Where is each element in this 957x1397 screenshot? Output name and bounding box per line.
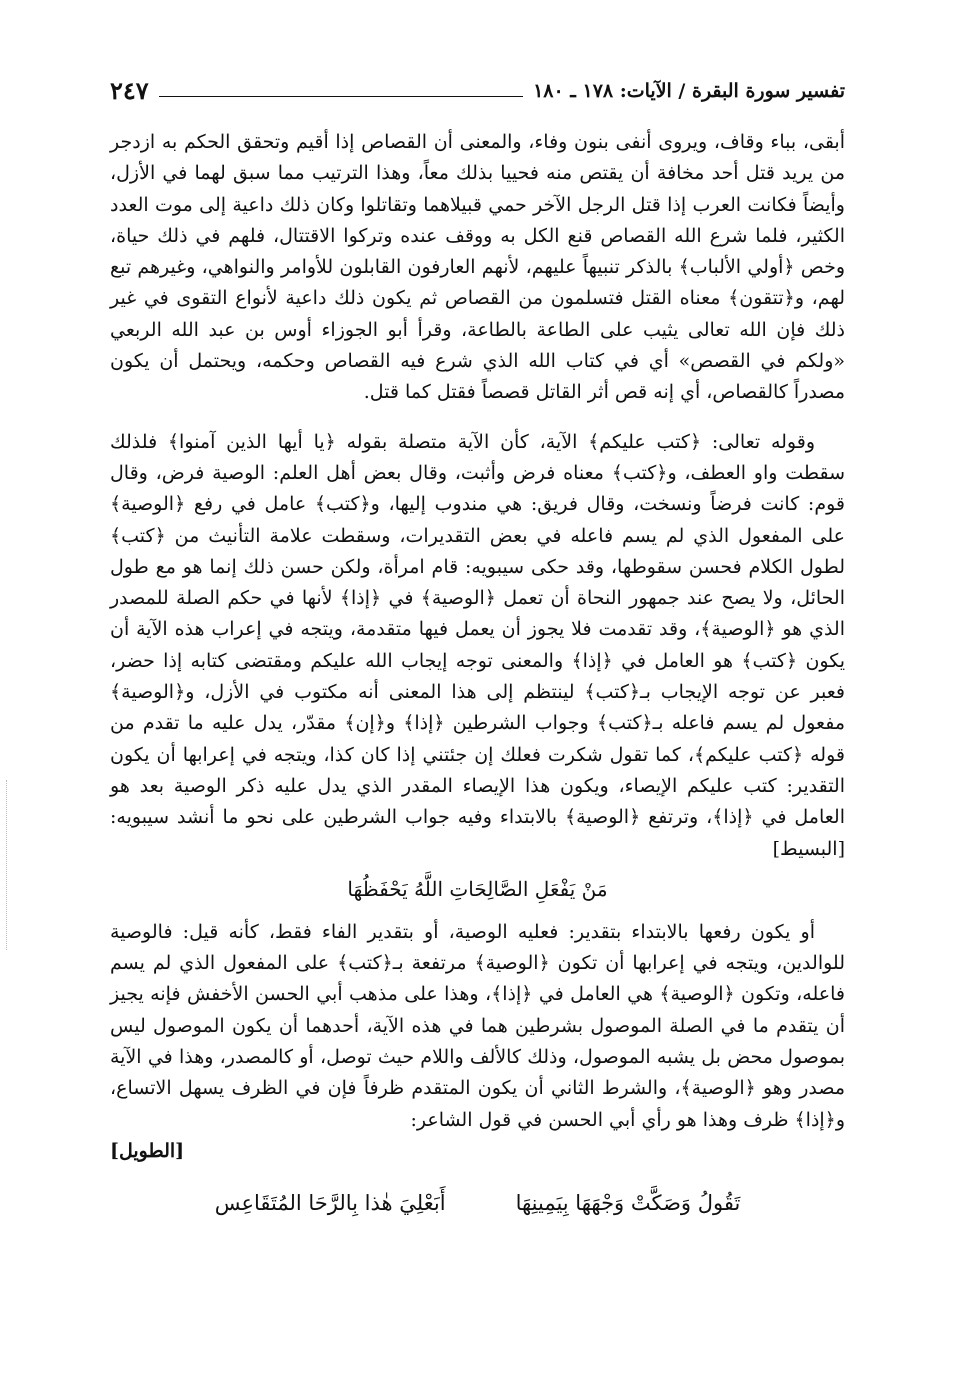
- verse-line: مَنْ يَفْعَلِ الصَّالِحَاتِ اللَّهُ يَحْفَظُهَا: [347, 876, 608, 901]
- left-hemistich: أَبَعْلِيَ هٰذا بِالرَّحَا المُتَقَاعِس: [214, 1191, 446, 1216]
- paragraph-1: أبقى، بباء وقاف، ويروى أنفى بنون وفاء، والمعنى أن القصاص إذا أقيم وتحقق الحكم به ازدجر من يريد قتل أحد مخافة أن يقتص منه فحييا بذلك معاً، وهذا الترتيب مما سبق لهما في الأزل، وأيضاً فكانت العرب إذا قتل الرجل الآخر حمي قبيلاهما وتقاتلوا وكان ذلك داعية إلى موت العدد الكثير، فلما شرع الله القصاص قنع الكل به ووقف عنده وتركوا الاقتتال، فلهم في ذلك حياة، وخص ﴿أولي الألباب﴾ بالذكر تنبيهاً عليهم، لأنهم العارفون القابلون للأوامر والنواهي، وغيرهم تبع لهم، و﴿تتقون﴾ معناه القتل فتسلمون من القصاص ثم يكون ذلك داعية لأنواع التقوى في غير ذلك فإن الله تعالى يثيب على الطاعة بالطاعة، وقرأ أبو الجوزاء أوس بن عبد الله الربعي «ولكم في القصص» أي في كتاب الله الذي شرع فيه القصاص وحكمه، ويحتمل أن يكون مصدراً كالقصاص، أي إنه قص أثر القاتل قصصاً فقتل كما قتل.: [110, 131, 845, 404]
- meter-label: [الطويل]: [110, 1139, 185, 1162]
- header-rule: [159, 96, 523, 97]
- poetry-couplet: [110, 1183, 845, 1223]
- header-title: تفسير سورة البقرة / الآيات: ١٧٨ ـ ١٨٠: [533, 80, 845, 102]
- paragraph-gap: [110, 409, 845, 427]
- paragraph-2: وقوله تعالى: ﴿كتب عليكم﴾ الآية، كأن الآية متصلة بقوله ﴿يا أيها الذين آمنوا﴾ فلذلك سقطت واو العطف، و﴿كتب﴾ معناه فرض وأثبت، وقال بعض أهل العلم: الوصية فرض، وقال قوم: كانت فرضاً ونسخت، وقال فريق: هي مندوب إليها، و﴿كتب﴾ عامل في رفع ﴿الوصية﴾ على المفعول الذي لم يسم فاعله في بعض التقديرات، وسقطت علامة التأنيث من ﴿كتب﴾ لطول الكلام فحسن سقوطها، وقد حكى سيبويه: قام امرأة، ولكن حسن ذلك إنما هو مع طول الحائل، ولا يصح عند جمهور النحاة أن تعمل ﴿الوصية﴾ في ﴿إذا﴾ لأنها في حكم الصلة للمصدر الذي هو ﴿الوصية﴾، وقد تقدمت فلا يجوز أن يعمل فيها متقدمة، ويتجه في إعراب هذه الآية أن يكون ﴿كتب﴾ هو العامل في ﴿إذا﴾ والمعنى توجه إيجاب الله عليكم ومقتضى كتابه إذا حضر، فعبر عن توجه الإيجاب بـ﴿كتب﴾ لينتظم إلى هذا المعنى أنه مكتوب في الأزل، و﴿الوصية﴾ مفعول لم يسم فاعله بـ﴿كتب﴾ وجواب الشرطين ﴿إذا﴾ و﴿إن﴾ مقدّر، يدل عليه ما تقدم من قوله ﴿كتب عليكم﴾، كما تقول شكرت فعلك إن جئتني إذا كان كذا، ويتجه في إعرابها أن يكون التقدير: كتب عليكم الإيصاء، ويكون هذا الإيصاء المقدر الذي يدل عليه ذكر الوصية بعد هو العامل في ﴿إذا﴾، وترتفع ﴿الوصية﴾ بالابتداء وفيه جواب الشرطين على نحو ما أنشد سيبويه: [البسيط]: [110, 430, 845, 860]
- paragraph-3: أو يكون رفعها بالابتداء بتقدير: فعليه الوصية، أو بتقدير الفاء فقط، كأنه قيل: فالوصية للوالدين، ويتجه في إعرابها أن تكون ﴿الوصية﴾ مرتفعة بـ﴿كتب﴾ على المفعول الذي لم يسم فاعله، وتكون ﴿الوصية﴾ هي العامل في ﴿إذا﴾، وهذا على مذهب أبي الحسن الأخفش فإنه يجيز أن يتقدم ما في الصلة الموصول بشرطين هما في هذه الآية، أحدهما أن يكون الموصول ليس بموصول محض بل يشبه الموصول، وذلك كالألف واللام حيث توصل، أو كالمصدر، وهذا في الآية مصدر وهو ﴿الوصية﴾، والشرط الثاني أن يكون المتقدم ظرفاً فإن في الظرف يسهل الاتساع، و﴿إذا﴾ ظرف وهذا هو رأي أبي الحسن في قول الشاعر:: [110, 920, 845, 1131]
- main-text: [110, 127, 845, 1223]
- right-hemistich: تَقُولُ وَصَكَّتْ وَجْهَهَا بِيَمِينِهَا: [515, 1191, 741, 1216]
- running-header: [110, 72, 845, 104]
- margin-scan-mark: [6, 780, 10, 950]
- page-number: ٢٤٧: [110, 76, 149, 105]
